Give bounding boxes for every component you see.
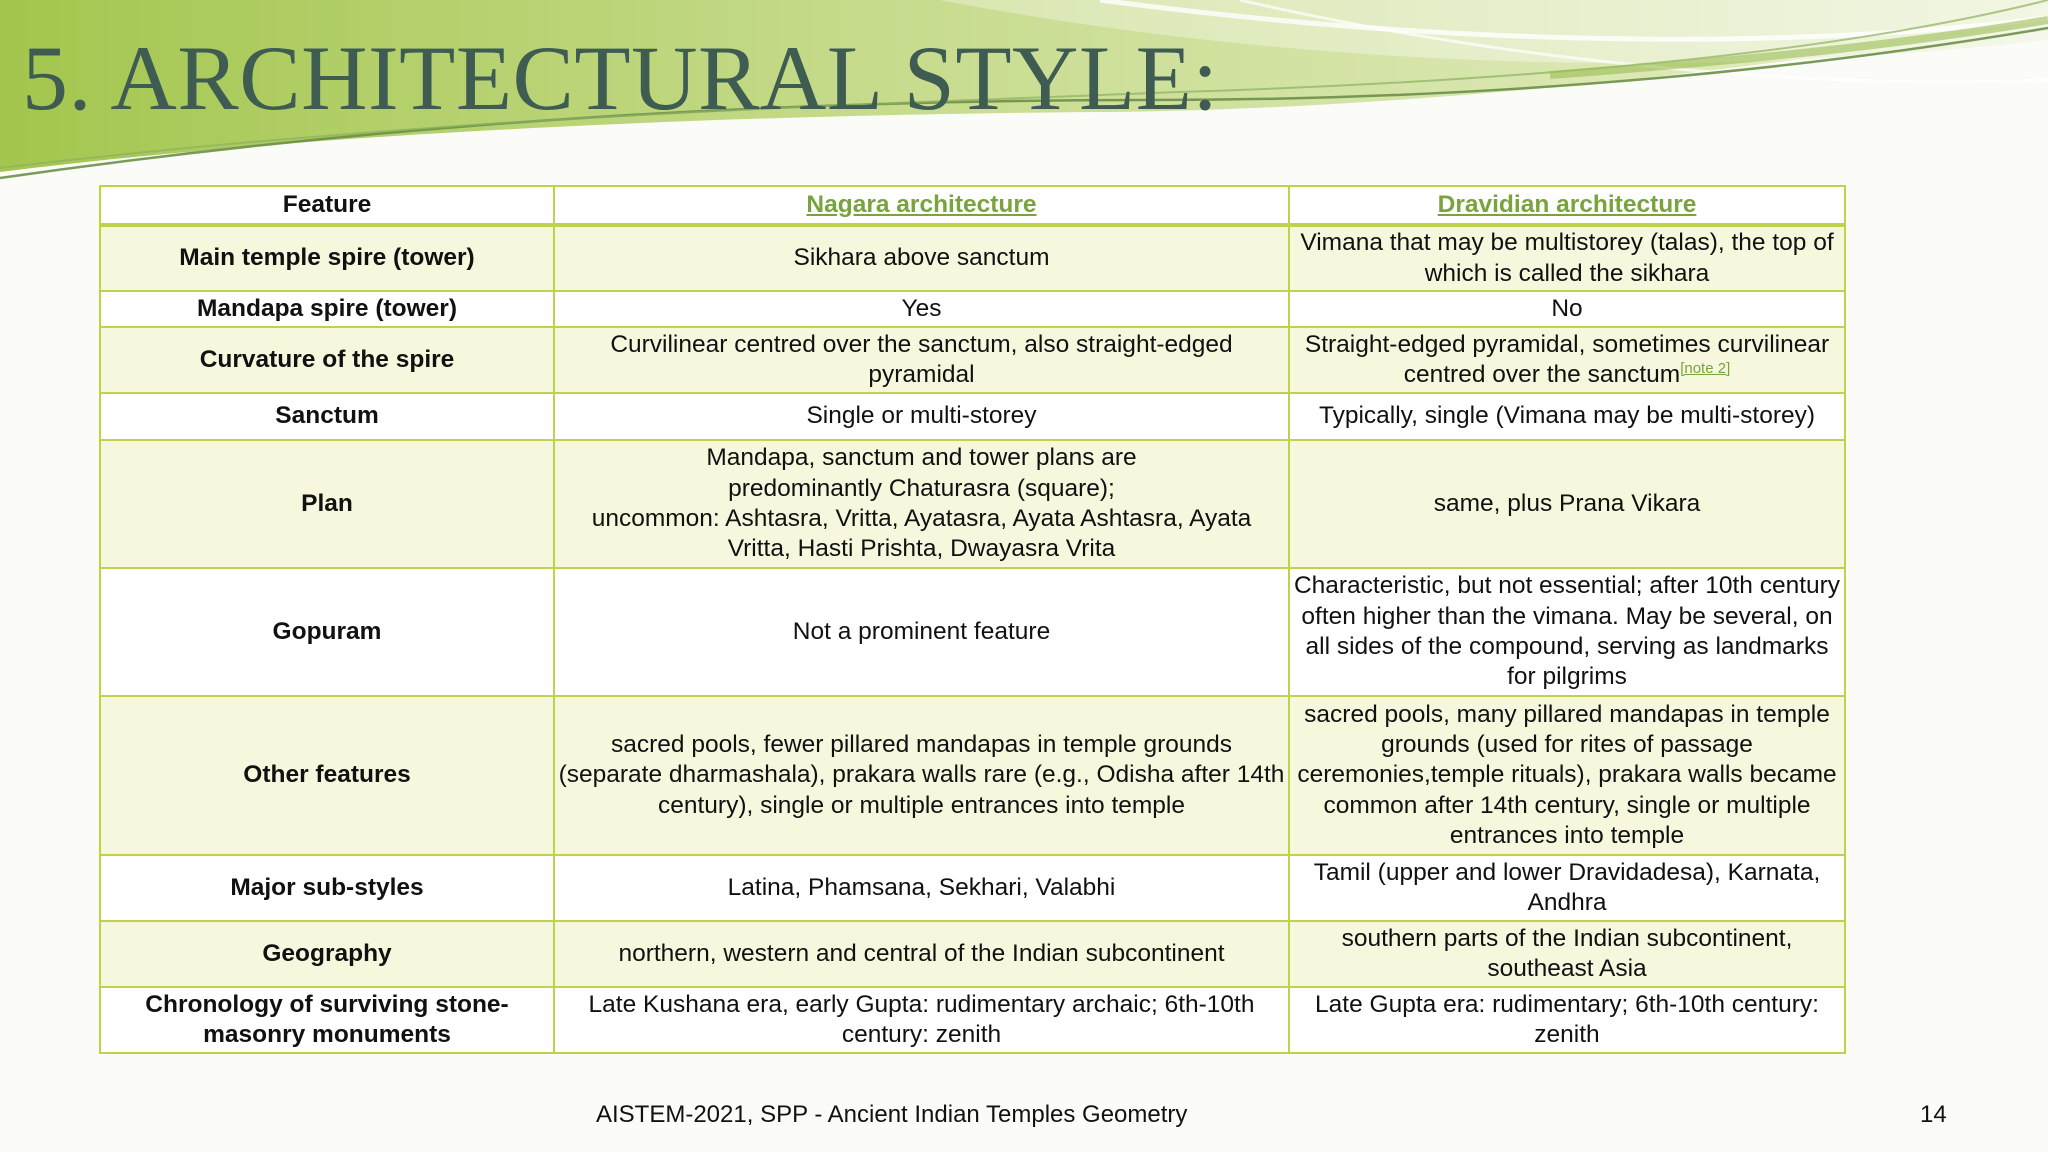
footer-text: AISTEM-2021, SPP - Ancient Indian Temples Geometry (596, 1101, 1188, 1128)
note-2-link[interactable]: [note 2] (1680, 359, 1731, 377)
feature-cell: Major sub-styles (100, 855, 554, 921)
comparison-table (99, 185, 1846, 1054)
dravidian-cell: Typically, single (Vimana may be multi-storey) (1289, 393, 1845, 440)
table-row (100, 696, 1845, 855)
dravidian-cell: sacred pools, many pillared mandapas in temple grounds (used for rites of passage ceremonies,temple rituals), prakara walls became common after 14th century, single or multiple entrances into temple (1289, 696, 1845, 855)
nagara-cell: Curvilinear centred over the sanctum, also straight-edged pyramidal (554, 327, 1289, 393)
table-row (100, 855, 1845, 921)
feature-cell: Chronology of surviving stone-masonry monuments (100, 987, 554, 1053)
table-row (100, 225, 1845, 291)
header-nagara-link[interactable]: Nagara architecture (554, 186, 1289, 225)
feature-cell: Curvature of the spire (100, 327, 554, 393)
dravidian-cell: Characteristic, but not essential; after 10th century often higher than the vimana. May be several, on all sides of the compound, serving as landmarks for pilgrims (1289, 568, 1845, 696)
nagara-plan-line-1: Mandapa, sanctum and tower plans are (706, 444, 1137, 472)
page-number: 14 (1920, 1101, 1947, 1128)
table-row (100, 327, 1845, 393)
feature-cell: Plan (100, 440, 554, 568)
table-row (100, 987, 1845, 1053)
dravidian-cell: Vimana that may be multistorey (talas), the top of which is called the sikhara (1289, 225, 1845, 291)
feature-cell: Main temple spire (tower) (100, 225, 554, 291)
dravidian-cell: Late Gupta era: rudimentary; 6th-10th century: zenith (1289, 987, 1845, 1053)
nagara-cell: northern, western and central of the Indian subcontinent (554, 921, 1289, 987)
table-row (100, 921, 1845, 987)
feature-cell: Gopuram (100, 568, 554, 696)
feature-cell: Geography (100, 921, 554, 987)
nagara-cell: Sikhara above sanctum (554, 225, 1289, 291)
header-feature: Feature (100, 186, 554, 225)
table-row (100, 440, 1845, 568)
table-row (100, 291, 1845, 327)
nagara-plan-line-2: predominantly Chaturasra (square); (728, 474, 1115, 502)
nagara-cell: Single or multi-storey (554, 393, 1289, 440)
dravidian-cell: same, plus Prana Vikara (1289, 440, 1845, 568)
slide-title: 5. ARCHITECTURAL STYLE: (22, 27, 1219, 129)
dravidian-cell: No (1289, 291, 1845, 327)
nagara-cell: sacred pools, fewer pillared mandapas in temple grounds (separate dharmashala), prakara walls rare (e.g., Odisha after 14th century), single or multiple entrances into temple (554, 696, 1289, 855)
dravidian-cell: Tamil (upper and lower Dravidadesa), Karnata, Andhra (1289, 855, 1845, 921)
nagara-cell: Late Kushana era, early Gupta: rudimentary archaic; 6th-10th century: zenith (554, 987, 1289, 1053)
feature-cell: Sanctum (100, 393, 554, 440)
nagara-plan-line-3: uncommon: Ashtasra, Vritta, Ayatasra, Ayata Ashtasra, Ayata Vritta, Hasti Prishta, Dwayasra Vrita (591, 505, 1252, 563)
header-dravidian-link[interactable]: Dravidian architecture (1289, 186, 1845, 225)
nagara-cell: Not a prominent feature (554, 568, 1289, 696)
dravidian-cell: southern parts of the Indian subcontinent, southeast Asia (1289, 921, 1845, 987)
dravidian-cell-text: Straight-edged pyramidal, sometimes curvilinear centred over the sanctum (1304, 330, 1830, 388)
feature-cell: Mandapa spire (tower) (100, 291, 554, 327)
dravidian-cell (1289, 327, 1845, 393)
feature-cell: Other features (100, 696, 554, 855)
table-row (100, 393, 1845, 440)
nagara-cell: Latina, Phamsana, Sekhari, Valabhi (554, 855, 1289, 921)
nagara-cell (554, 440, 1289, 568)
table-header-row (100, 186, 1845, 225)
table-row (100, 568, 1845, 696)
nagara-cell: Yes (554, 291, 1289, 327)
